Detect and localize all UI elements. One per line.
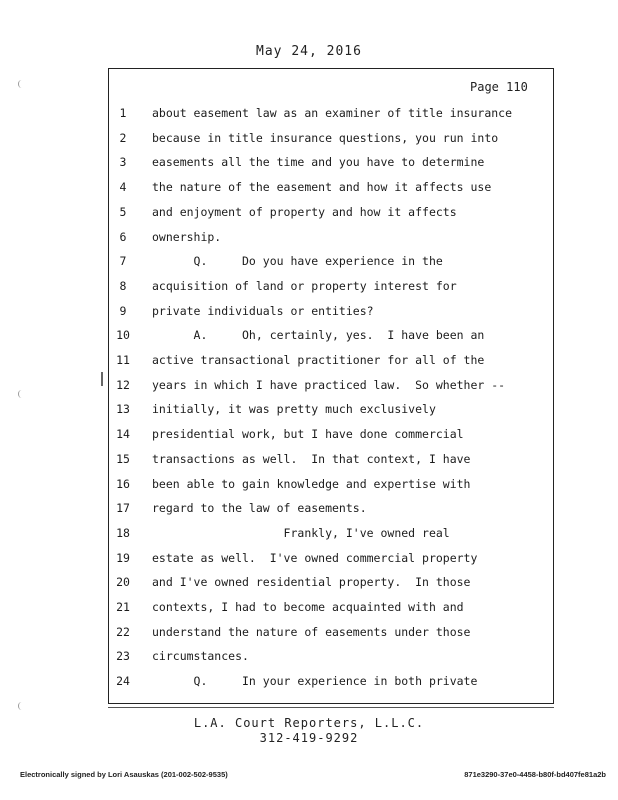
line-number: 3 [119, 155, 127, 170]
line-number: 14 [116, 427, 130, 442]
transcript-line [112, 572, 552, 592]
line-number: 17 [116, 501, 130, 516]
transcript-line [112, 449, 552, 469]
transcript-line [112, 350, 552, 370]
line-text: because in title insurance questions, you run into [152, 130, 499, 145]
transcript-line [112, 498, 552, 518]
line-number: 11 [116, 353, 130, 367]
line-number: 9 [119, 303, 127, 318]
transcript-line [112, 548, 552, 568]
transcript-date: May 24, 2016 [256, 44, 362, 59]
transcript-line [112, 523, 552, 543]
line-number: 18 [116, 525, 130, 540]
page-number: Page 110 [470, 80, 528, 94]
transcript-line [112, 671, 552, 691]
line-text: private individuals or entities? [152, 303, 374, 318]
line-number: 16 [116, 476, 130, 491]
line-text: and enjoyment of property and how it affects [152, 204, 457, 219]
line-text: active transactional practitioner for all of the [152, 353, 485, 367]
transcript-line [112, 301, 552, 321]
line-number: 21 [116, 600, 130, 614]
line-text: estate as well. I've owned commercial property [152, 550, 478, 565]
court-reporter-phone: 312-419-9292 [259, 731, 359, 745]
line-text: years in which I have practiced law. So whether -- [152, 377, 506, 392]
line-number: 5 [119, 204, 127, 219]
transcript-line [112, 646, 552, 666]
line-text: presidential work, but I have done commercial [152, 427, 464, 442]
transcript-line [112, 424, 552, 444]
transcript-line [112, 103, 552, 123]
transcript-line [112, 622, 552, 642]
line-number: 10 [116, 328, 130, 343]
line-number: 4 [119, 180, 127, 195]
line-number: 8 [119, 278, 127, 293]
transcript-line [112, 202, 552, 222]
transcript-line [112, 399, 552, 419]
line-text: been able to gain knowledge and expertise with [152, 476, 471, 491]
line-number: 22 [116, 624, 130, 639]
transcript-line [112, 325, 552, 345]
line-text: contexts, I had to become acquainted with and [152, 600, 464, 614]
line-text: circumstances. [152, 649, 249, 664]
line-text: transactions as well. In that context, I have [152, 451, 471, 466]
line-text: Q. In your experience in both private [152, 674, 478, 689]
line-text: Frankly, I've owned real [152, 525, 450, 540]
transcript-line [112, 128, 552, 148]
transcript-line [112, 251, 552, 271]
line-text: acquisition of land or property interest for [152, 278, 457, 293]
transcript-line [112, 276, 552, 296]
line-number: 20 [116, 575, 130, 590]
line-number: 2 [119, 130, 127, 145]
binding-mark [18, 80, 25, 88]
binding-mark [18, 390, 25, 398]
line-text: and I've owned residential property. In those [152, 575, 471, 590]
line-text: initially, it was pretty much exclusively [152, 402, 436, 417]
document-hash-id: 871e3290-37e0-4458-b80f-bd407fe81a2b [464, 770, 606, 779]
transcript-line [112, 227, 552, 247]
transcript-line [112, 597, 552, 617]
electronic-signature-note: Electronically signed by Lori Asauskas (201-002-502-9535) [20, 770, 228, 779]
court-reporter-name: L.A. Court Reporters, L.L.C. [193, 716, 425, 730]
line-text: ownership. [152, 229, 222, 244]
line-number: 12 [116, 377, 130, 392]
line-text: A. Oh, certainly, yes. I have been an [152, 328, 485, 343]
margin-bar [101, 372, 103, 386]
line-number: 24 [116, 674, 130, 689]
line-number: 19 [116, 550, 130, 565]
line-text: the nature of the easement and how it affects use [152, 180, 492, 195]
transcript-line [112, 375, 552, 395]
line-number: 1 [119, 106, 127, 120]
line-number: 6 [119, 229, 127, 244]
line-number: 15 [116, 451, 130, 466]
line-text: regard to the law of easements. [152, 501, 367, 516]
binding-mark [18, 702, 25, 710]
line-text: understand the nature of easements under those [152, 624, 471, 639]
line-text: easements all the time and you have to determine [152, 155, 485, 170]
line-number: 23 [116, 649, 130, 664]
line-text: Q. Do you have experience in the [152, 254, 443, 269]
line-number: 7 [119, 254, 127, 269]
transcript-line [112, 474, 552, 494]
transcript-line [112, 177, 552, 197]
transcript-line [112, 152, 552, 172]
line-number: 13 [116, 402, 130, 417]
line-text: about easement law as an examiner of title insurance [152, 106, 513, 120]
